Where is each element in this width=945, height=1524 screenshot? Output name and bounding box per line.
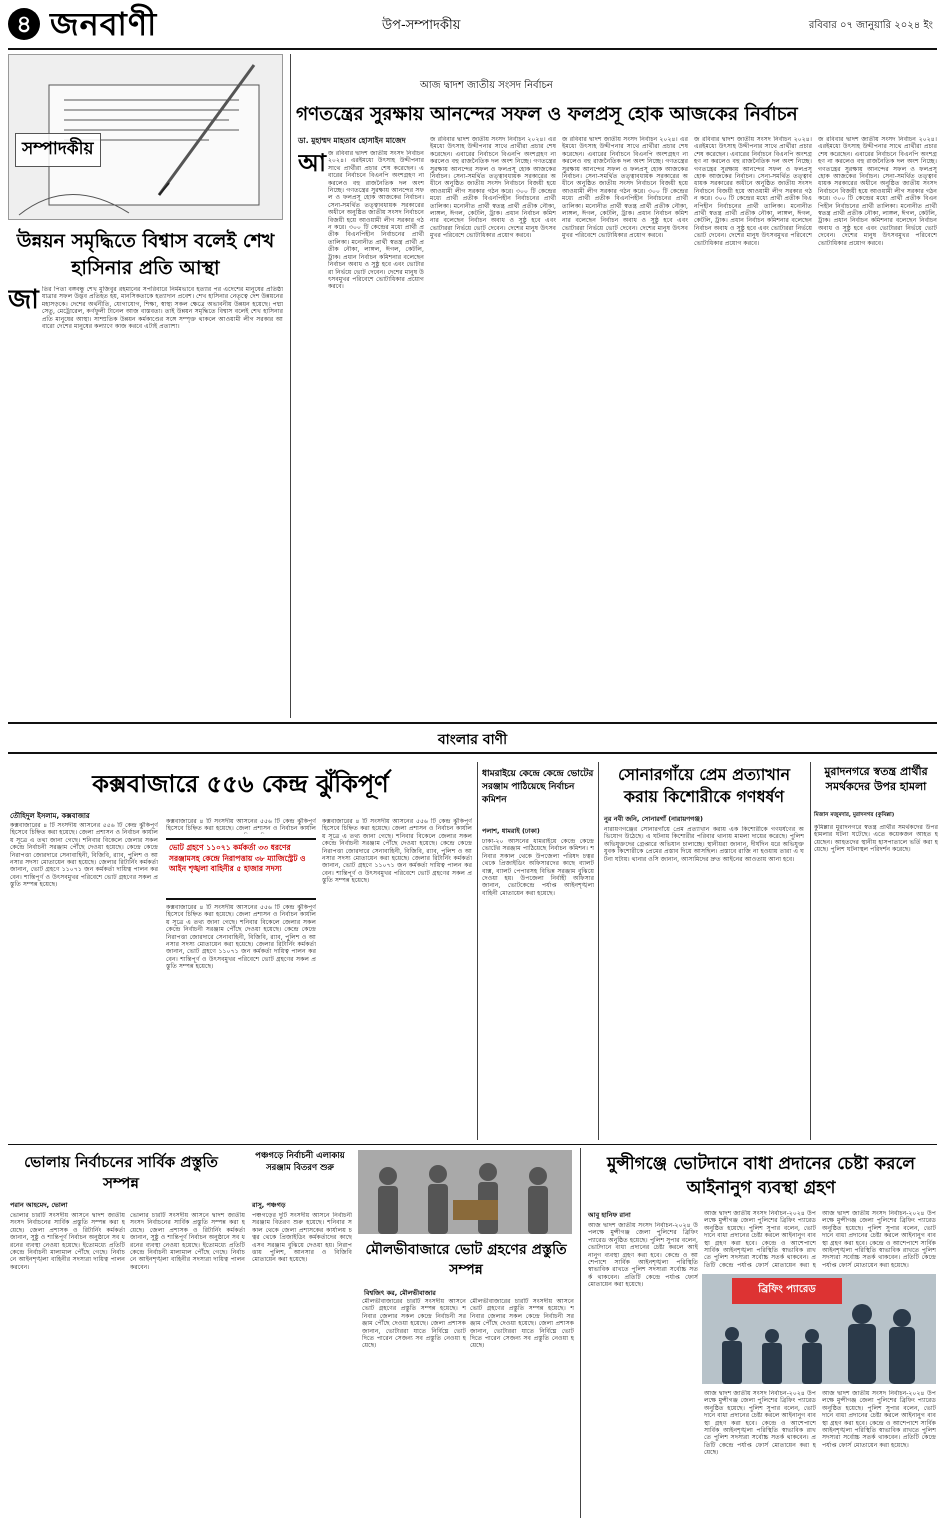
page-number-badge [8,8,40,40]
dhamrai-headline: ধামরাইয়ে কেন্দ্রে কেন্দ্রে ভোটের সরঞ্জাম পাঠিয়েছে নির্বাচন কমিশন [482,769,594,805]
cox-headline: কক্সবাজারে ৫৫৬ কেন্দ্র ঝুঁকিপূর্ণ [92,770,389,798]
dhamrai-body: ঢাকা-২০ আসনের ধামরাইয়ে কেন্দ্রে কেন্দ্রে ভোটের সরঞ্জাম পাঠিয়েছে নির্বাচন কমিশন। শনিবার সকাল থেকে উপজেলা পরিষদ চত্বর থেকে প্রিজাইডিং অফিসারদের কাছে ব্যালট বাক্স, ব্যালট পেপারসহ বিভিন্ন সরঞ্জাম বুঝিয়ে দেওয়া হয়। উপজেলা নির্বাহী অফিসার জানান, ভোটকেন্দ্রে পর্যাপ্ত আইনশৃঙ্খলা বাহিনী মোতায়েন করা হয়েছে। [482,838,594,897]
sonargaon-body: নারায়ণগঞ্জের সোনারগাঁয়ে প্রেম প্রত্যাখান করায় এক কিশোরীকে গণধর্ষণের অভিযোগ উঠেছে। এ ঘটনায় কিশোরীর পরিবার থানায় মামলা দায়ের করেছে। পুলিশ অভিযুক্তদের গ্রেপ্তারে অভিযান চালাচ্ছে। স্থানীয়রা জানান, দীর্ঘদিন ধরে অভিযুক্ত যুবক কিশোরীকে প্রেমের প্রস্তাব দিয়ে আসছিল। প্রস্তাবে রাজি না হওয়ায় তারা এ ঘটনা ঘটায়। থানার ওসি জানান, আসামিদের দ্রুত আইনের আওতায় আনা হবে। [604,826,804,863]
feature-body: জ রবিবার দ্বাদশ জাতীয় সংসদ নির্বাচন ২০২৪। এরইমধ্যে উৎসাহ উদ্দীপনার সাথে প্রার্থীরা প্রচার শেষ করেছেন। এবারের নির্বাচনে বিএনপি অংশগ্রহণ না করলেও বহু রাজনৈতিক দল অংশ নিচ্ছে। গণতন্ত্রের সুরক্ষায় আনন্দের সফল ও ফলপ্রসূ হোক আজকের নির্বাচন। সেনা-সমর্থিত তত্ত্বাবধায়ক সরকারের অধীনে অনুষ্ঠিত জাতীয় সংসদ নির্বাচনে বিজয়ী হয়ে আওয়ামী লীগ সরকার গঠন করে। ৩০০ টি কেন্দ্রের মধ্যে প্রার্থী প্রতীক বিএনপিহীন নির্বাচনের প্রার্থী তালিকা। মনোনীত প্রার্থী স্বতন্ত্র প্রার্থী প্রতীক নৌকা, লাঙ্গল, ঈগল, কেটলি, ট্রাক। প্রধান নির্বাচন কমিশনার বলেছেন নির্বাচন অবাধ ও সুষ্ঠু হবে এবং ভোটাররা নির্ভয়ে ভোট দেবেন। দেশের মানুষ উৎসবমুখর পরিবেশে ভোটাধিকার প্রয়োগ করবে। [328,150,424,291]
dhamrai-byline: পলাশ, ধামরাই (ঢাকা) [482,827,540,835]
editorial-body: তির পিতা বঙ্গবন্ধু শেখ মুজিবুর রহমানের সপরিবারে নির্মমভাবে হত্যার পর এদেশের মানুষের প্রতিষ্ঠা যাত্রার সফল উদ্ভব প্রতিহত হয়, মানসিকতাকে হত্যাদান প্রবেশ। শেখ হাসিনার নেতৃত্বে দেশ উন্নয়নের মহাসড়কে। দেশের অর্থনীতি, যোগাযোগ, শিক্ষা, স্বাস্থ্য সকল ক্ষেত্রে অভাবনীয় উন্নয়ন হয়েছে। পদ্মা সেতু, মেট্রোরেল, কর্ণফুলী টানেল আজ বাস্তবতা। তাই উন্নয়ন সমৃদ্ধিতে বিশ্বাস বলেই শেখ হাসিনার প্রতি মানুষের আস্থা। সাম্প্রতিক উন্নয়ন কর্মকাণ্ডের সঙ্গে সম্পৃক্ত থাকলে আওয়ামী লীগ সরকার আবারো দেশের মানুষের কল্যাণে কাজ করবে এটাই প্রত্যাশা। [41,286,283,331]
muradnagar-body: কুমিল্লার মুরাদনগরে স্বতন্ত্র প্রার্থীর সমর্থকদের উপর হামলার ঘটনা ঘটেছে। এতে কয়েকজন আহত হয়েছেন। আহতদের স্থানীয় হাসপাতালে ভর্তি করা হয়েছে। পুলিশ ঘটনাস্থল পরিদর্শন করেছে। [814,824,938,854]
moulvibazar-photo [358,1150,572,1234]
column-divider-3 [598,762,599,1140]
moulvibazar-body-col-2: মৌলভীবাজারের চারটি সংসদীয় আসনে ভোট গ্রহণের প্রস্তুতি সম্পন্ন হয়েছে। শনিবার জেলার সকল কেন্দ্রে নির্বাচনী সরঞ্জাম পৌঁছে দেওয়া হয়েছে। জেলা প্রশাসক জানান, ভোটাররা যাতে নির্বিঘ্নে ভোট দিতে পারেন সেজন্য সব প্রস্তুতি নেওয়া হয়েছে। [470,1298,574,1350]
feature-drop-cap: আ [298,150,326,177]
editorial-body-wrap [8,286,283,718]
feature-body-col-5: জ রবিবার দ্বাদশ জাতীয় সংসদ নির্বাচন ২০২৪। এরইমধ্যে উৎসাহ উদ্দীপনার সাথে প্রার্থীরা প্রচার শেষ করেছেন। এবারের নির্বাচনে বিএনপি অংশগ্রহণ না করলেও বহু রাজনৈতিক দল অংশ নিচ্ছে। গণতন্ত্রের সুরক্ষায় আনন্দের সফল ও ফলপ্রসূ হোক আজকের নির্বাচন। সেনা-সমর্থিত তত্ত্বাবধায়ক সরকারের অধীনে অনুষ্ঠিত জাতীয় সংসদ নির্বাচনে বিজয়ী হয়ে আওয়ামী লীগ সরকার গঠন করে। ৩০০ টি কেন্দ্রের মধ্যে প্রার্থী প্রতীক বিএনপিহীন নির্বাচনের প্রার্থী তালিকা। মনোনীত প্রার্থী স্বতন্ত্র প্রার্থী প্রতীক নৌকা, লাঙ্গল, ঈগল, কেটলি, ট্রাক। প্রধান নির্বাচন কমিশনার বলেছেন নির্বাচন অবাধ ও সুষ্ঠু হবে এবং ভোটাররা নির্ভয়ে ভোট দেবেন। দেশের মানুষ উৎসবমুখর পরিবেশে ভোটাধিকার প্রয়োগ করবে। [818,136,937,247]
munshiganj-byline: আবু হানিফ রানা [588,1211,631,1219]
cox-callout [166,838,316,900]
lower-rule [8,1144,937,1145]
munshiganj-body-col-1: আজ দ্বাদশ জাতীয় সংসদ নির্বাচন-২০২৪ উপলক্ষে মুন্সীগঞ্জ জেলা পুলিশের ব্রিফিং প্যারেড অনুষ্ঠিত হয়েছে। পুলিশ সুপার বলেন, ভোটদানে বাধা প্রদানের চেষ্টা করলে আইনানুগ ব্যবস্থা গ্রহণ করা হবে। কেন্দ্রে ও আশেপাশে সার্বিক আইনশৃঙ্খলা পরিস্থিতি স্বাভাবিক রাখতে পুলিশ সদস্যরা সর্বোচ্চ সতর্ক থাকবেন। প্রতিটি কেন্দ্রে পর্যাপ্ত ফোর্স মোতায়েন করা হয়েছে। [588,1222,698,1289]
munshiganj-photo [702,1274,936,1384]
moulvibazar-byline: বিশ্বজিৎ কর, মৌলভীবাজার [364,1289,436,1297]
people-silhouettes [358,1150,572,1234]
feature-headline: গণতন্ত্রের সুরক্ষায় আনন্দের সফল ও ফলপ্রসূ হোক আজকের নির্বাচন [296,104,798,125]
munshiganj-headline: মুন্সীগঞ্জে ভোটদানে বাধা প্রদানের চেষ্টা করলে আইনানুগ ব্যবস্থা গ্রহণ [606,1154,916,1198]
bhola-headline: ভোলায় নির্বাচনের সার্বিক প্রস্তুতি সম্পন্ন [24,1153,218,1192]
bhola-byline: পরান আহমেদ, ভোলা [10,1201,68,1209]
bhola-body-col-1: ভোলার চারটি সংসদীয় আসনে দ্বাদশ জাতীয় সংসদ নির্বাচনের সার্বিক প্রস্তুতি সম্পন্ন করা হয়েছে। জেলা প্রশাসক ও রিটার্নিং কর্মকর্তা জানান, সুষ্ঠু ও শান্তিপূর্ণ নির্বাচন অনুষ্ঠানে সব ধরনের ব্যবস্থা নেওয়া হয়েছে। ইতোমধ্যে প্রতিটি কেন্দ্রে নির্বাচনী মালামাল পৌঁছে গেছে। নির্বাচনে আইনশৃঙ্খলা বাহিনীর সদস্যরা দায়িত্ব পালন করবেন। [10,1212,125,1271]
feature-body-col-3: জ রবিবার দ্বাদশ জাতীয় সংসদ নির্বাচন ২০২৪। এরইমধ্যে উৎসাহ উদ্দীপনার সাথে প্রার্থীরা প্রচার শেষ করেছেন। এবারের নির্বাচনে বিএনপি অংশগ্রহণ না করলেও বহু রাজনৈতিক দল অংশ নিচ্ছে। গণতন্ত্রের সুরক্ষায় আনন্দের সফল ও ফলপ্রসূ হোক আজকের নির্বাচন। সেনা-সমর্থিত তত্ত্বাবধায়ক সরকারের অধীনে অনুষ্ঠিত জাতীয় সংসদ নির্বাচনে বিজয়ী হয়ে আওয়ামী লীগ সরকার গঠন করে। ৩০০ টি কেন্দ্রের মধ্যে প্রার্থী প্রতীক বিএনপিহীন নির্বাচনের প্রার্থী তালিকা। মনোনীত প্রার্থী স্বতন্ত্র প্রার্থী প্রতীক নৌকা, লাঙ্গল, ঈগল, কেটলি, ট্রাক। প্রধান নির্বাচন কমিশনার বলেছেন নির্বাচন অবাধ ও সুষ্ঠু হবে এবং ভোটাররা নির্ভয়ে ভোট দেবেন। দেশের মানুষ উৎসবমুখর পরিবেশে ভোটাধিকার প্রয়োগ করবে। [562,136,688,240]
section-rule-top [8,722,937,724]
editorial-drop-cap: জা [8,286,39,315]
feature-body-col-4: জ রবিবার দ্বাদশ জাতীয় সংসদ নির্বাচন ২০২৪। এরইমধ্যে উৎসাহ উদ্দীপনার সাথে প্রার্থীরা প্রচার শেষ করেছেন। এবারের নির্বাচনে বিএনপি অংশগ্রহণ না করলেও বহু রাজনৈতিক দল অংশ নিচ্ছে। গণতন্ত্রের সুরক্ষায় আনন্দের সফল ও ফলপ্রসূ হোক আজকের নির্বাচন। সেনা-সমর্থিত তত্ত্বাবধায়ক সরকারের অধীনে অনুষ্ঠিত জাতীয় সংসদ নির্বাচনে বিজয়ী হয়ে আওয়ামী লীগ সরকার গঠন করে। ৩০০ টি কেন্দ্রের মধ্যে প্রার্থী প্রতীক বিএনপিহীন নির্বাচনের প্রার্থী তালিকা। মনোনীত প্রার্থী স্বতন্ত্র প্রার্থী প্রতীক নৌকা, লাঙ্গল, ঈগল, কেটলি, ট্রাক। প্রধান নির্বাচন কমিশনার বলেছেন নির্বাচন অবাধ ও সুষ্ঠু হবে এবং ভোটাররা নির্ভয়ে ভোট দেবেন। দেশের মানুষ উৎসবমুখর পরিবেশে ভোটাধিকার প্রয়োগ করবে। [694,136,812,247]
cox-body-col-3: কক্সবাজারের ৪ টি সংসদীয় আসনের ৫৫৬ টি কেন্দ্র ঝুঁকিপূর্ণ হিসেবে চিহ্নিত করা হয়েছে। জেলা প্রশাসন ও নির্বাচন কার্যালয় সূত্রে এ তথ্য জানা গেছে। শনিবার বিকেলে জেলার সকল কেন্দ্রে নির্বাচনী সরঞ্জাম পৌঁছে দেওয়া হয়েছে। কেন্দ্রে কেন্দ্রে নিরাপত্তা জোরদারে সেনাবাহিনী, বিজিবি, র‍্যাব, পুলিশ ও আনসার সদস্য মোতায়েন করা হয়েছে। জেলার রিটার্নিং কর্মকর্তা জানান, ভোট গ্রহণে ১১০৭১ জন কর্মকর্তা দায়িত্ব পালন করবেন। শান্তিপূর্ণ ও উৎসবমুখর পরিবেশে ভোট গ্রহণের সকল প্রস্তুতি সম্পন্ন হয়েছে। [322,818,472,885]
moulvibazar-headline: মৌলভীবাজারে ভোট গ্রহণের প্রস্তুতি সম্পন্ন [365,1242,567,1278]
column-divider-5 [580,1148,581,1518]
munshiganj-body-col-2: আজ দ্বাদশ জাতীয় সংসদ নির্বাচন-২০২৪ উপলক্ষে মুন্সীগঞ্জ জেলা পুলিশের ব্রিফিং প্যারেড অনুষ্ঠিত হয়েছে। পুলিশ সুপার বলেন, ভোটদানে বাধা প্রদানের চেষ্টা করলে আইনানুগ ব্যবস্থা গ্রহণ করা হবে। কেন্দ্রে ও আশেপাশে সার্বিক আইনশৃঙ্খলা পরিস্থিতি স্বাভাবিক রাখতে পুলিশ সদস্যরা সর্বোচ্চ সতর্ক থাকবেন। প্রতিটি কেন্দ্রে পর্যাপ্ত ফোর্স মোতায়েন করা হ [704,1210,816,1269]
issue-date: রবিবার ০৭ জানুয়ারি ২০২৪ ইং [808,20,933,31]
cox-body-col-2b: কক্সবাজারের ৪ টি সংসদীয় আসনের ৫৫৬ টি কেন্দ্র ঝুঁকিপূর্ণ হিসেবে চিহ্নিত করা হয়েছে। জেলা প্রশাসন ও নির্বাচন কার্যালয় সূত্রে এ তথ্য জানা গেছে। শনিবার বিকেলে জেলার সকল কেন্দ্রে নির্বাচনী সরঞ্জাম পৌঁছে দেওয়া হয়েছে। কেন্দ্রে কেন্দ্রে নিরাপত্তা জোরদারে সেনাবাহিনী, বিজিবি, র‍্যাব, পুলিশ ও আনসার সদস্য মোতায়েন করা হয়েছে। জেলার রিটার্নিং কর্মকর্তা জানান, ভোট গ্রহণে ১১০৭১ জন কর্মকর্তা দায়িত্ব পালন করবেন। শান্তিপূর্ণ ও উৎসবমুখর পরিবেশে ভোট গ্রহণের সকল প্রস্তুতি সম্পন্ন হয়েছে। [166,904,316,971]
feature-body-col-1 [298,150,424,718]
sonargaon-byline: নুর নবী জনি, সোনারগাঁ (নারায়ণগঞ্জ) [604,815,703,823]
feature-kicker: আজ দ্বাদশ জাতীয় সংসদ নির্বাচন [420,80,553,91]
column-divider-1 [290,54,291,718]
muradnagar-byline: মিজান মজুমদার, মুরাদনগর (কুমিল্লা) [814,812,895,818]
editorial-label: সম্পাদকীয় [15,133,101,167]
feature-author: ডা. মুহাম্মদ মাহতাব হোসাইন মাজেদ [298,136,406,145]
section-title: উপ-সম্পাদকীয় [382,18,461,33]
cox-body-col-2: কক্সবাজারের ৪ টি সংসদীয় আসনের ৫৫৬ টি কেন্দ্র ঝুঁকিপূর্ণ হিসেবে চিহ্নিত করা হয়েছে। জেলা প্রশাসন ও নির্বাচন কার্যাল [166,818,316,833]
banglar-bani-label: বাংলার বাণী [437,732,508,748]
feature-body-col-2: জ রবিবার দ্বাদশ জাতীয় সংসদ নির্বাচন ২০২৪। এরইমধ্যে উৎসাহ উদ্দীপনার সাথে প্রার্থীরা প্রচার শেষ করেছেন। এবারের নির্বাচনে বিএনপি অংশগ্রহণ না করলেও বহু রাজনৈতিক দল অংশ নিচ্ছে। গণতন্ত্রের সুরক্ষায় আনন্দের সফল ও ফলপ্রসূ হোক আজকের নির্বাচন। সেনা-সমর্থিত তত্ত্বাবধায়ক সরকারের অধীনে অনুষ্ঠিত জাতীয় সংসদ নির্বাচনে বিজয়ী হয়ে আওয়ামী লীগ সরকার গঠন করে। ৩০০ টি কেন্দ্রের মধ্যে প্রার্থী প্রতীক বিএনপিহীন নির্বাচনের প্রার্থী তালিকা। মনোনীত প্রার্থী স্বতন্ত্র প্রার্থী প্রতীক নৌকা, লাঙ্গল, ঈগল, কেটলি, ট্রাক। প্রধান নির্বাচন কমিশনার বলেছেন নির্বাচন অবাধ ও সুষ্ঠু হবে এবং ভোটাররা নির্ভয়ে ভোট দেবেন। দেশের মানুষ উৎসবমুখর পরিবেশে ভোটাধিকার প্রয়োগ করবে। [430,136,556,240]
masthead [0,0,945,50]
editorial-headline: উন্নয়ন সমৃদ্ধিতে বিশ্বাস বলেই শেখ হাসিনার প্রতি আস্থা [16,230,275,279]
panchagarh-byline: রাসু, পঞ্চগড় [252,1201,286,1209]
cox-byline: তৌহিদুল ইসলাম, কক্সবাজার [10,812,90,820]
munshiganj-body-col-3: আজ দ্বাদশ জাতীয় সংসদ নির্বাচন-২০২৪ উপলক্ষে মুন্সীগঞ্জ জেলা পুলিশের ব্রিফিং প্যারেড অনুষ্ঠিত হয়েছে। পুলিশ সুপার বলেন, ভোটদানে বাধা প্রদানের চেষ্টা করলে আইনানুগ ব্যবস্থা গ্রহণ করা হবে। কেন্দ্রে ও আশেপাশে সার্বিক আইনশৃঙ্খলা পরিস্থিতি স্বাভাবিক রাখতে পুলিশ সদস্যরা সর্বোচ্চ সতর্ক থাকবেন। প্রতিটি কেন্দ্রে পর্যাপ্ত ফোর্স মোতায়েন করা হয়েছে। [822,1210,936,1269]
munshiganj-body-col-5: আজ দ্বাদশ জাতীয় সংসদ নির্বাচন-২০২৪ উপলক্ষে মুন্সীগঞ্জ জেলা পুলিশের ব্রিফিং প্যারেড অনুষ্ঠিত হয়েছে। পুলিশ সুপার বলেন, ভোটদানে বাধা প্রদানের চেষ্টা করলে আইনানুগ ব্যবস্থা গ্রহণ করা হবে। কেন্দ্রে ও আশেপাশে সার্বিক আইনশৃঙ্খলা পরিস্থিতি স্বাভাবিক রাখতে পুলিশ সদস্যরা সর্বোচ্চ সতর্ক থাকবেন। প্রতিটি কেন্দ্রে পর্যাপ্ত ফোর্স মোতায়েন করা হয়েছে। [822,1390,936,1449]
munshiganj-body-col-4: আজ দ্বাদশ জাতীয় সংসদ নির্বাচন-২০২৪ উপলক্ষে মুন্সীগঞ্জ জেলা পুলিশের ব্রিফিং প্যারেড অনুষ্ঠিত হয়েছে। পুলিশ সুপার বলেন, ভোটদানে বাধা প্রদানের চেষ্টা করলে আইনানুগ ব্যবস্থা গ্রহণ করা হবে। কেন্দ্রে ও আশেপাশে সার্বিক আইনশৃঙ্খলা পরিস্থিতি স্বাভাবিক রাখতে পুলিশ সদস্যরা সর্বোচ্চ সতর্ক থাকবেন। প্রতিটি কেন্দ্রে পর্যাপ্ত ফোর্স মোতায়েন করা হয়েছে। [704,1390,816,1457]
sonargaon-headline: সোনারগাঁয়ে প্রেম প্রত্যাখান করায় কিশোরীকে গণধর্ষণ [617,765,791,806]
page-number: ৪ [16,10,32,38]
bhola-body-col-2: ভোলার চারটি সংসদীয় আসনে দ্বাদশ জাতীয় সংসদ নির্বাচনের সার্বিক প্রস্তুতি সম্পন্ন করা হয়েছে। জেলা প্রশাসক ও রিটার্নিং কর্মকর্তা জানান, সুষ্ঠু ও শান্তিপূর্ণ নির্বাচন অনুষ্ঠানে সব ধরনের ব্যবস্থা নেওয়া হয়েছে। ইতোমধ্যে প্রতিটি কেন্দ্রে নির্বাচনী মালামাল পৌঁছে গেছে। নির্বাচনে আইনশৃঙ্খলা বাহিনীর সদস্যরা দায়িত্ব পালন করবেন। [130,1212,245,1271]
panchagarh-headline: পঞ্চগড়ে নির্বাচনী এলাকায় সরঞ্জাম বিতরণ শুরু [255,1151,345,1173]
munshiganj-photo-sign: ব্রিফিং প্যারেড [758,1284,816,1295]
muradnagar-headline: মুরাদনগরে স্বতন্ত্র প্রার্থীর সমর্থকদের উপর হামলা [824,765,928,793]
moulvibazar-body-col-1: মৌলভীবাজারের চারটি সংসদীয় আসনে ভোট গ্রহণের প্রস্তুতি সম্পন্ন হয়েছে। শনিবার জেলার সকল কেন্দ্রে নির্বাচনী সরঞ্জাম পৌঁছে দেওয়া হয়েছে। জেলা প্রশাসক জানান, ভোটাররা যাতে নির্বিঘ্নে ভোট দিতে পারেন সেজন্য সব প্রস্তুতি নেওয়া হয়েছে। [362,1298,466,1350]
section-rule-bottom [8,752,937,754]
cox-body-col-1: কক্সবাজারের ৪ টি সংসদীয় আসনের ৫৫৬ টি কেন্দ্র ঝুঁকিপূর্ণ হিসেবে চিহ্নিত করা হয়েছে। জেলা প্রশাসন ও নির্বাচন কার্যালয় সূত্রে এ তথ্য জানা গেছে। শনিবার বিকেলে জেলার সকল কেন্দ্রে নির্বাচনী সরঞ্জাম পৌঁছে দেওয়া হয়েছে। কেন্দ্রে কেন্দ্রে নিরাপত্তা জোরদারে সেনাবাহিনী, বিজিবি, র‍্যাব, পুলিশ ও আনসার সদস্য মোতায়েন করা হয়েছে। জেলার রিটার্নিং কর্মকর্তা জানান, ভোট গ্রহণে ১১০৭১ জন কর্মকর্তা দায়িত্ব পালন করবেন। শান্তিপূর্ণ ও উৎসবমুখর পরিবেশে ভোট গ্রহণের সকল প্রস্তুতি সম্পন্ন হয়েছে। [10,822,158,889]
column-divider-4 [810,762,811,1140]
masthead-rule [8,48,937,50]
editorial-illustration [8,54,283,220]
panchagarh-body: পঞ্চগড়ের দুটি সংসদীয় আসনে নির্বাচনী সরঞ্জাম বিতরণ শুরু হয়েছে। শনিবার সকাল থেকে জেলা প্রশাসকের কার্যালয় চত্বর থেকে প্রিজাইডিং কর্মকর্তাদের কাছে এসব সরঞ্জাম বুঝিয়ে দেওয়া হয়। নিরাপত্তায় পুলিশ, আনসার ও বিজিবি মোতায়েন করা হয়েছে। [252,1212,352,1264]
logo: জনবাণী [50,5,158,43]
column-divider-2 [477,762,478,1140]
cox-callout-text: ভোট গ্রহণে ১১০৭১ কর্মকর্তা ৩৩ ধরণের সরঞ্জামসহ কেন্দ্রে নিরাপত্তায় ৩৮ ম্যাজিস্ট্রেট ও আইন শৃঙ্খলা বাহিনীর ৫ হাজার সদস্য [169,843,306,873]
